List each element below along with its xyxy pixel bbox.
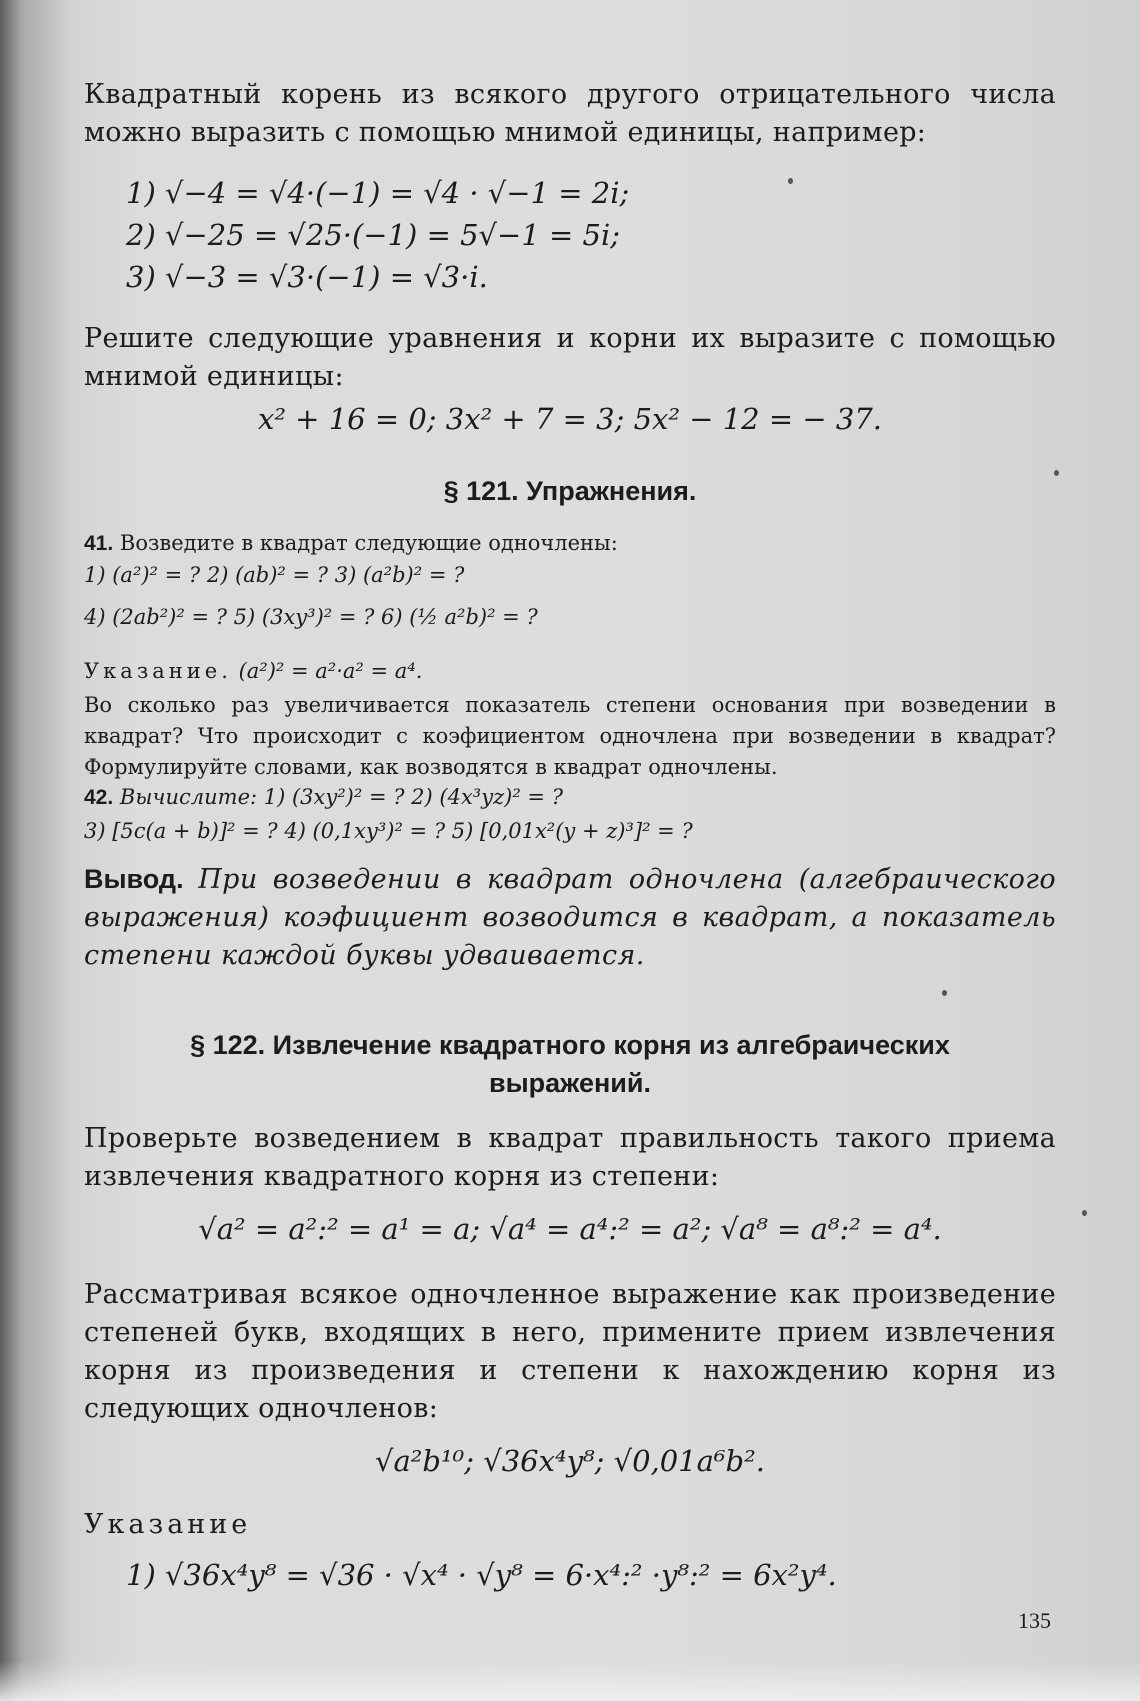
conclusion [84,860,1056,975]
exercise-42-line-2: 3) [5c(a + b)]² = ? 4) (0,1xy³)² = ? 5) [0,01x²(y + z)³]² = ? [84,819,693,843]
hint-formula: (a²)² = a²·a² = a⁴. [238,659,423,683]
exercise-41-number: 41. [84,532,114,555]
exercise-42-number: 42. [84,786,114,809]
section-122-paragraph-2: Рассматривая всякое одночленное выражение как произведение степеней букв, входящих в него, примените прием извлечения корня из произведения и степени к нахождению корня из следующих одночленов: [84,1279,1056,1424]
page-number: 135 [1018,1608,1051,1633]
equations-line: x² + 16 = 0; 3x² + 7 = 3; 5x² − 12 = − 37. [257,402,883,436]
exercise-41-text: Возведите в квадрат следующие одночлены: [119,531,618,555]
exercise-42-line-1: Вычислите: 1) (3xy²)² = ? 2) (4x³yz)² = ? [119,785,563,809]
example-2: 2) √−25 = √25·(−1) = 5√−1 = 5i; [126,218,621,252]
exercise-41 [84,528,1056,559]
monomials-line: √a²b¹⁰; √36x⁴y⁸; √0,01a⁶b². [375,1444,765,1478]
root-formula-line: √a² = a²:² = a¹ = a; √a⁴ = a⁴:² = a²; √a⁸ = a⁸:² = a⁴. [198,1212,942,1246]
hint-122-label: Указание [84,1509,252,1540]
section-121-title: § 121. Упражнения. [443,476,697,506]
task-paragraph: Решите следующие уравнения и корни их выразите с помощью мнимой единицы: [84,323,1056,392]
conclusion-text: При возведении в квадрат одночлена (алгебраического выражения) коэфициент возводится в квадрат, а показатель степени каждой буквы удваивается. [84,864,1056,971]
exercise-41-question: Во сколько раз увеличивается показатель степени основания при возведении в квадрат? Что происходит с коэфициентом одночлена при возведении в квадрат? Формулируйте словами, как возводятся в квадрат одночлены. [84,693,1056,779]
intro-paragraph: Квадратный корень из всякого другого отрицательного числа можно выразить с помощью мнимой единицы, например: [84,79,1056,148]
hint-41 [84,656,1056,687]
exercise-41-line-2: 4) (2ab²)² = ? 5) (3xy³)² = ? 6) (½ a²b)² = ? [84,605,538,629]
example-1: 1) √−4 = √4·(−1) = √4 · √−1 = 2i; [126,176,630,210]
section-122-title: § 122. Извлечение квадратного корня из алгебраических выражений. [190,1030,950,1098]
section-122-paragraph-1: Проверьте возведением в квадрат правильность такого приема извлечения квадратного корня из степени: [84,1123,1056,1192]
example-3: 3) √−3 = √3·(−1) = √3·i. [126,260,488,294]
print-speck [942,990,947,996]
exercise-42 [84,782,1056,813]
hint-122-formula: 1) √36x⁴y⁸ = √36 · √x⁴ · √y⁸ = 6·x⁴:² ·y⁸:² = 6x²y⁴. [126,1558,837,1592]
conclusion-label: Вывод. [84,864,184,894]
print-speck [1082,1210,1087,1216]
exercise-41-line-1: 1) (a²)² = ? 2) (ab)² = ? 3) (a²b)² = ? [84,563,465,587]
hint-label: Указание. [84,659,232,683]
